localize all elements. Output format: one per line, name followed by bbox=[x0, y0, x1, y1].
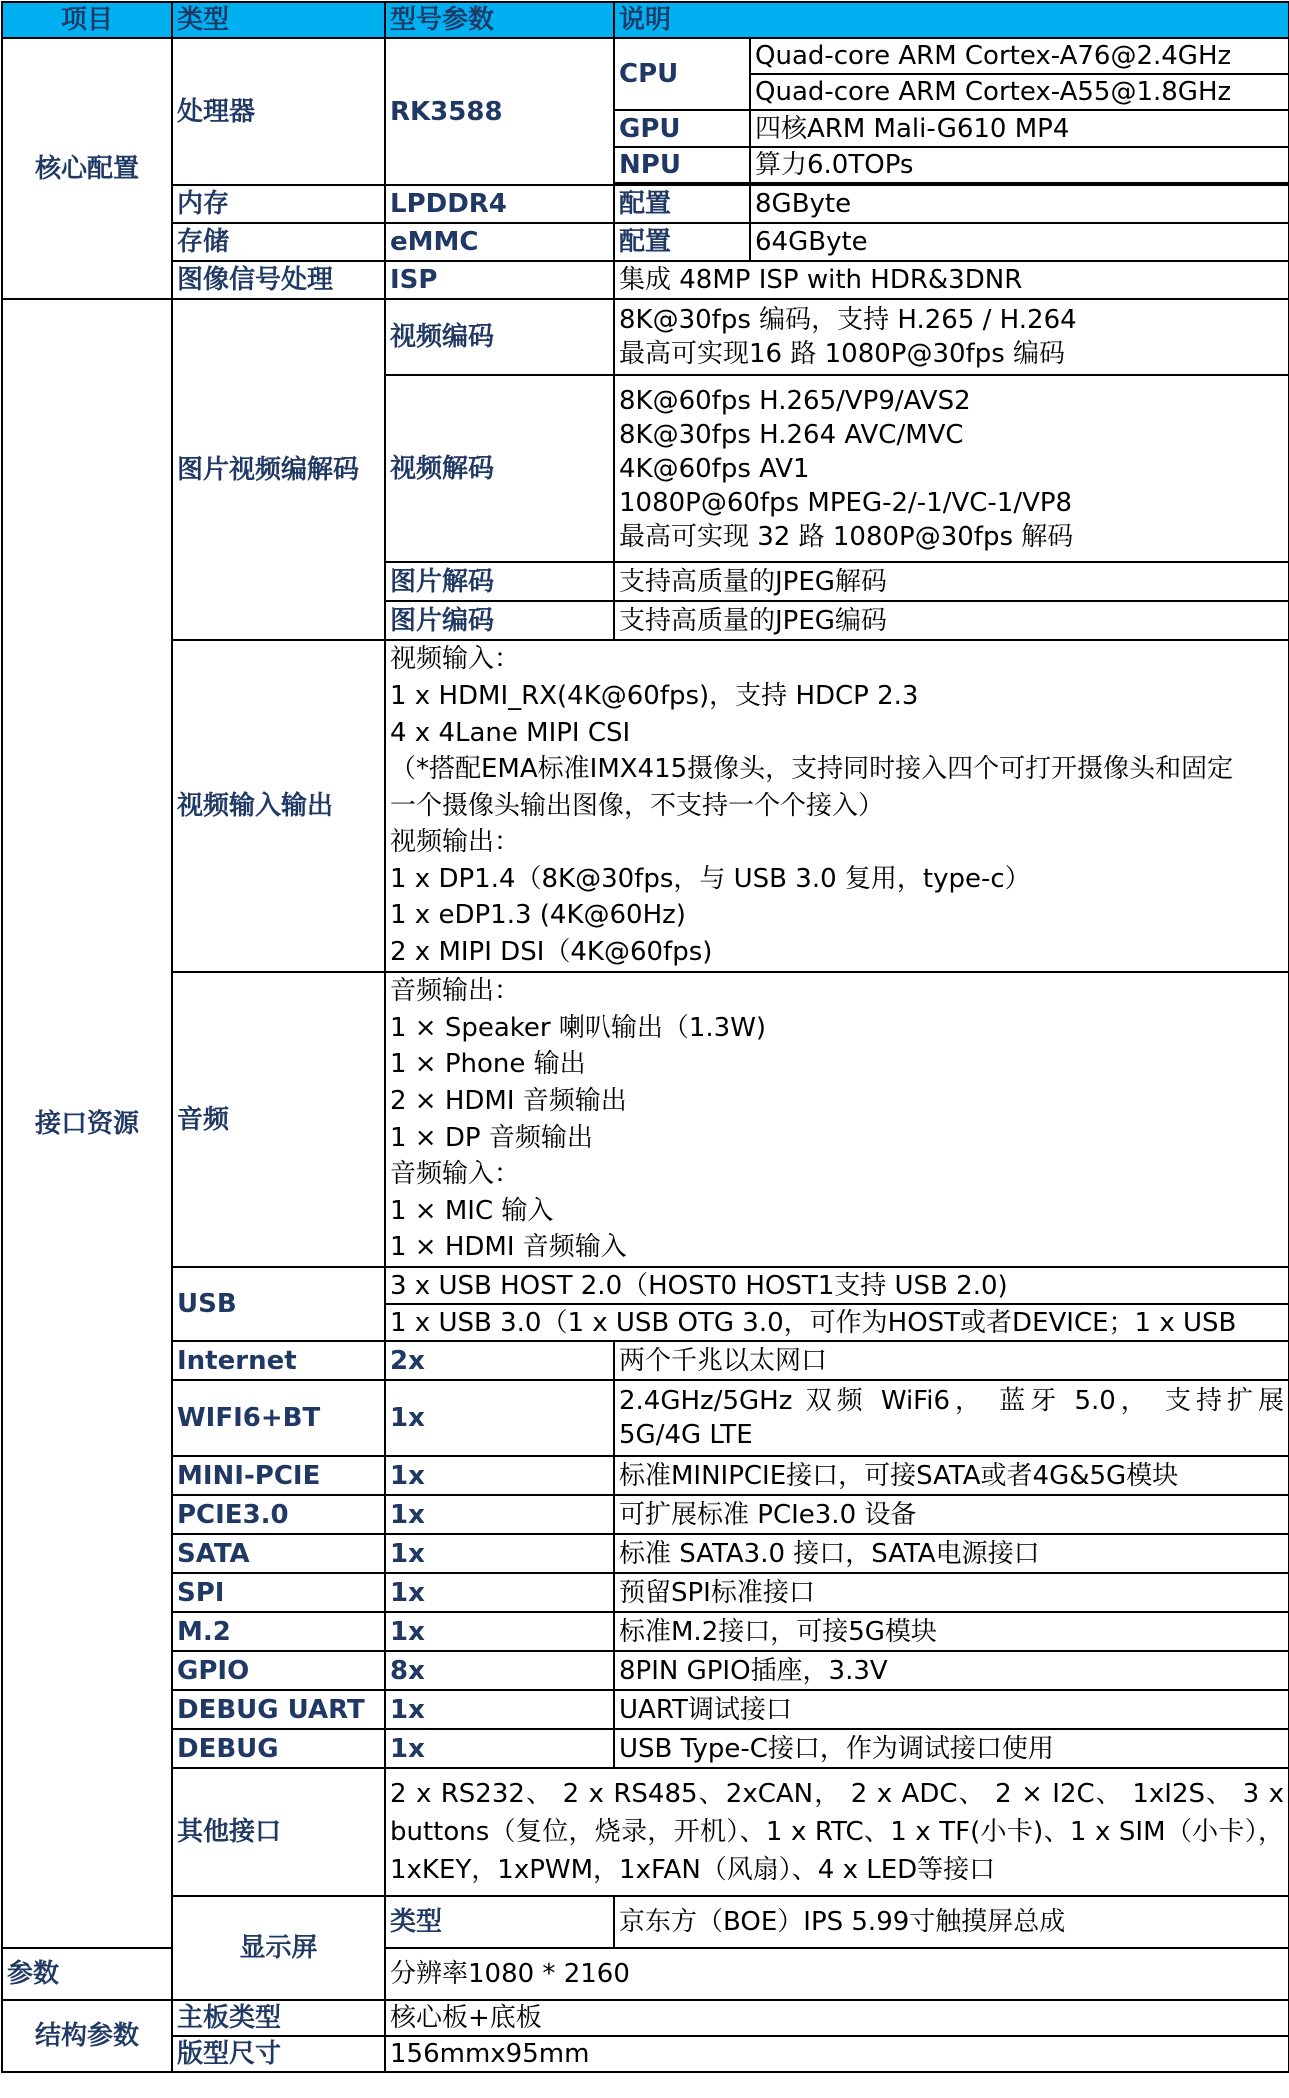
video-io-line: （*搭配EMA标准IMX415摄像头，支持同时接入四个可打开摄像头和固定 bbox=[390, 754, 1234, 785]
debug-value: USB Type-C接口，作为调试接口使用 bbox=[614, 1729, 1289, 1768]
video-io-value bbox=[385, 640, 1289, 972]
audio-line: 1 × DP 音频输出 bbox=[390, 1122, 593, 1153]
spi-model: 1x bbox=[385, 1573, 614, 1612]
npu-label: NPU bbox=[614, 147, 750, 183]
display-param-label: 参数 bbox=[2, 1948, 172, 2000]
image-encode-value: 支持高质量的JPEG编码 bbox=[614, 601, 1289, 640]
header-model: 型号参数 bbox=[385, 2, 614, 38]
internet-model: 2x bbox=[385, 1341, 614, 1380]
memory-type: 内存 bbox=[172, 185, 385, 223]
header-type: 类型 bbox=[172, 2, 385, 38]
display-param-value: 分辨率1080 * 2160 bbox=[385, 1948, 1289, 2000]
m2-type: M.2 bbox=[172, 1612, 385, 1651]
category-display: 显示屏 bbox=[172, 1896, 385, 2000]
memory-value: 8GByte bbox=[750, 185, 1289, 223]
table-row bbox=[2, 2000, 1289, 2036]
cpu-label: CPU bbox=[614, 38, 750, 110]
memory-label: 配置 bbox=[614, 185, 750, 223]
audio-value bbox=[385, 972, 1289, 1267]
memory-model: LPDDR4 bbox=[385, 185, 614, 223]
board-size-value: 156mmx95mm bbox=[385, 2036, 1289, 2072]
table-row bbox=[2, 972, 1289, 1267]
pcie-type: PCIE3.0 bbox=[172, 1495, 385, 1534]
npu-value: 算力6.0TOPs bbox=[750, 147, 1289, 183]
table-row bbox=[2, 2036, 1289, 2072]
spi-value: 预留SPI标准接口 bbox=[614, 1573, 1289, 1612]
table-row bbox=[2, 1573, 1289, 1612]
storage-model: eMMC bbox=[385, 223, 614, 261]
wifi-type: WIFI6+BT bbox=[172, 1380, 385, 1456]
cpu-line-1: Quad-core ARM Cortex-A76@2.4GHz bbox=[750, 38, 1289, 74]
audio-line: 1 × MIC 输入 bbox=[390, 1195, 554, 1226]
video-encode-line: 8K@30fps 编码，支持 H.265 / H.264 bbox=[619, 305, 1077, 335]
display-type-value: 京东方（BOE）IPS 5.99寸触摸屏总成 bbox=[614, 1896, 1289, 1948]
table-row bbox=[2, 299, 1289, 375]
header-item: 项目 bbox=[2, 2, 172, 38]
table-row bbox=[2, 1612, 1289, 1651]
storage-type: 存储 bbox=[172, 223, 385, 261]
isp-value: 集成 48MP ISP with HDR&3DNR bbox=[614, 261, 1289, 299]
table-row bbox=[2, 1690, 1289, 1729]
table-row bbox=[2, 38, 1289, 74]
usb-line-2: 1 x USB 3.0（1 x USB OTG 3.0，可作为HOST或者DEVICE；1 x USB bbox=[385, 1304, 1289, 1341]
video-encode-label: 视频编码 bbox=[385, 299, 614, 375]
pcie-model: 1x bbox=[385, 1495, 614, 1534]
table-row bbox=[2, 1896, 1289, 1948]
table-row bbox=[2, 261, 1289, 299]
processor-model: RK3588 bbox=[385, 38, 614, 185]
video-io-line: 1 x DP1.4（8K@30fps，与 USB 3.0 复用，type-c） bbox=[390, 863, 1031, 894]
codec-type: 图片视频编解码 bbox=[172, 299, 385, 640]
table-row bbox=[2, 185, 1289, 223]
debug-uart-model: 1x bbox=[385, 1690, 614, 1729]
board-size-label: 版型尺寸 bbox=[172, 2036, 385, 2072]
isp-type: 图像信号处理 bbox=[172, 261, 385, 299]
table-row bbox=[2, 1651, 1289, 1690]
table-row bbox=[2, 1456, 1289, 1495]
table-row bbox=[2, 1495, 1289, 1534]
sata-type: SATA bbox=[172, 1534, 385, 1573]
board-type-value: 核心板+底板 bbox=[385, 2000, 1289, 2036]
other-type: 其他接口 bbox=[172, 1768, 385, 1896]
gpio-value: 8PIN GPIO插座，3.3V bbox=[614, 1651, 1289, 1690]
cpu-line-2: Quad-core ARM Cortex-A55@1.8GHz bbox=[750, 74, 1289, 110]
video-decode-label: 视频解码 bbox=[385, 375, 614, 562]
internet-value: 两个千兆以太网口 bbox=[614, 1341, 1289, 1380]
table-row bbox=[2, 1768, 1289, 1896]
audio-line: 1 × Phone 输出 bbox=[390, 1049, 586, 1080]
gpio-model: 8x bbox=[385, 1651, 614, 1690]
table-row bbox=[2, 640, 1289, 972]
image-decode-value: 支持高质量的JPEG解码 bbox=[614, 562, 1289, 601]
image-encode-label: 图片编码 bbox=[385, 601, 614, 640]
spi-type: SPI bbox=[172, 1573, 385, 1612]
other-value: 2 x RS232、 2 x RS485、2xCAN， 2 x ADC、 2 × I2C、 1xI2S、 3 x buttons（复位，烧录，开机）、1 x RTC、1 x TF(小卡)、1 x SIM（小卡），1xKEY，1xPWM，1xFAN（风扇）、4 x LED等接口 bbox=[385, 1768, 1289, 1896]
video-io-line: 视频输入： bbox=[390, 644, 521, 675]
category-io: 接口资源 bbox=[2, 299, 172, 1948]
usb-line-1: 3 x USB HOST 2.0（HOST0 HOST1支持 USB 2.0) bbox=[385, 1267, 1289, 1304]
spec-table bbox=[1, 1, 1289, 2073]
table-row bbox=[2, 1729, 1289, 1768]
display-type-label: 类型 bbox=[385, 1896, 614, 1948]
video-io-type: 视频输入输出 bbox=[172, 640, 385, 972]
video-io-line: 4 x 4Lane MIPI CSI bbox=[390, 717, 631, 748]
m2-model: 1x bbox=[385, 1612, 614, 1651]
video-encode-line: 最高可实现16 路 1080P@30fps 编码 bbox=[619, 339, 1066, 369]
table-row bbox=[2, 1267, 1289, 1304]
table-row bbox=[2, 1380, 1289, 1456]
minipcie-type: MINI-PCIE bbox=[172, 1456, 385, 1495]
video-decode-line: 8K@60fps H.265/VP9/AVS2 bbox=[619, 385, 971, 416]
video-io-line: 1 x eDP1.3 (4K@60Hz) bbox=[390, 900, 686, 931]
minipcie-model: 1x bbox=[385, 1456, 614, 1495]
video-io-line: 一个摄像头输出图像，不支持一个个接入） bbox=[390, 790, 885, 821]
gpio-type: GPIO bbox=[172, 1651, 385, 1690]
sata-model: 1x bbox=[385, 1534, 614, 1573]
video-decode-line: 4K@60fps AV1 bbox=[619, 453, 810, 484]
category-structure: 结构参数 bbox=[2, 2000, 172, 2072]
table-row bbox=[2, 223, 1289, 261]
minipcie-value: 标准MINIPCIE接口，可接SATA或者4G&5G模块 bbox=[614, 1456, 1289, 1495]
header-desc: 说明 bbox=[614, 2, 1289, 38]
table-row bbox=[2, 1341, 1289, 1380]
audio-line: 2 × HDMI 音频输出 bbox=[390, 1085, 627, 1116]
wifi-value: 2.4GHz/5GHz 双频 WiFi6， 蓝牙 5.0， 支持扩展 5G/4G LTE bbox=[614, 1380, 1289, 1456]
sata-value: 标准 SATA3.0 接口，SATA电源接口 bbox=[614, 1534, 1289, 1573]
isp-model: ISP bbox=[385, 261, 614, 299]
wifi-model: 1x bbox=[385, 1380, 614, 1456]
category-core: 核心配置 bbox=[2, 38, 172, 299]
storage-value: 64GByte bbox=[750, 223, 1289, 261]
table-row bbox=[2, 1534, 1289, 1573]
audio-line: 1 × HDMI 音频输入 bbox=[390, 1232, 627, 1263]
video-encode-value bbox=[614, 299, 1289, 375]
audio-line: 音频输出： bbox=[390, 976, 521, 1007]
video-decode-line: 1080P@60fps MPEG-2/-1/VC-1/VP8 bbox=[619, 487, 1073, 518]
video-io-line: 2 x MIPI DSI（4K@60fps) bbox=[390, 937, 713, 968]
storage-label: 配置 bbox=[614, 223, 750, 261]
debug-uart-type: DEBUG UART bbox=[172, 1690, 385, 1729]
gpu-label: GPU bbox=[614, 110, 750, 147]
processor-type: 处理器 bbox=[172, 38, 385, 185]
video-decode-line: 8K@30fps H.264 AVC/MVC bbox=[619, 419, 964, 450]
video-io-line: 视频输出： bbox=[390, 827, 521, 858]
debug-uart-value: UART调试接口 bbox=[614, 1690, 1289, 1729]
image-decode-label: 图片解码 bbox=[385, 562, 614, 601]
audio-line: 音频输入： bbox=[390, 1159, 521, 1190]
gpu-value: 四核ARM Mali-G610 MP4 bbox=[750, 110, 1289, 147]
usb-type: USB bbox=[172, 1267, 385, 1341]
video-io-line: 1 x HDMI_RX(4K@60fps)，支持 HDCP 2.3 bbox=[390, 680, 919, 711]
debug-model: 1x bbox=[385, 1729, 614, 1768]
pcie-value: 可扩展标准 PCIe3.0 设备 bbox=[614, 1495, 1289, 1534]
video-decode-line: 最高可实现 32 路 1080P@30fps 解码 bbox=[619, 521, 1074, 552]
header-row bbox=[2, 2, 1289, 38]
audio-line: 1 × Speaker 喇叭输出（1.3W) bbox=[390, 1012, 767, 1043]
video-decode-value bbox=[614, 375, 1289, 562]
board-type-label: 主板类型 bbox=[172, 2000, 385, 2036]
internet-type: Internet bbox=[172, 1341, 385, 1380]
m2-value: 标准M.2接口，可接5G模块 bbox=[614, 1612, 1289, 1651]
debug-type: DEBUG bbox=[172, 1729, 385, 1768]
audio-type: 音频 bbox=[172, 972, 385, 1267]
